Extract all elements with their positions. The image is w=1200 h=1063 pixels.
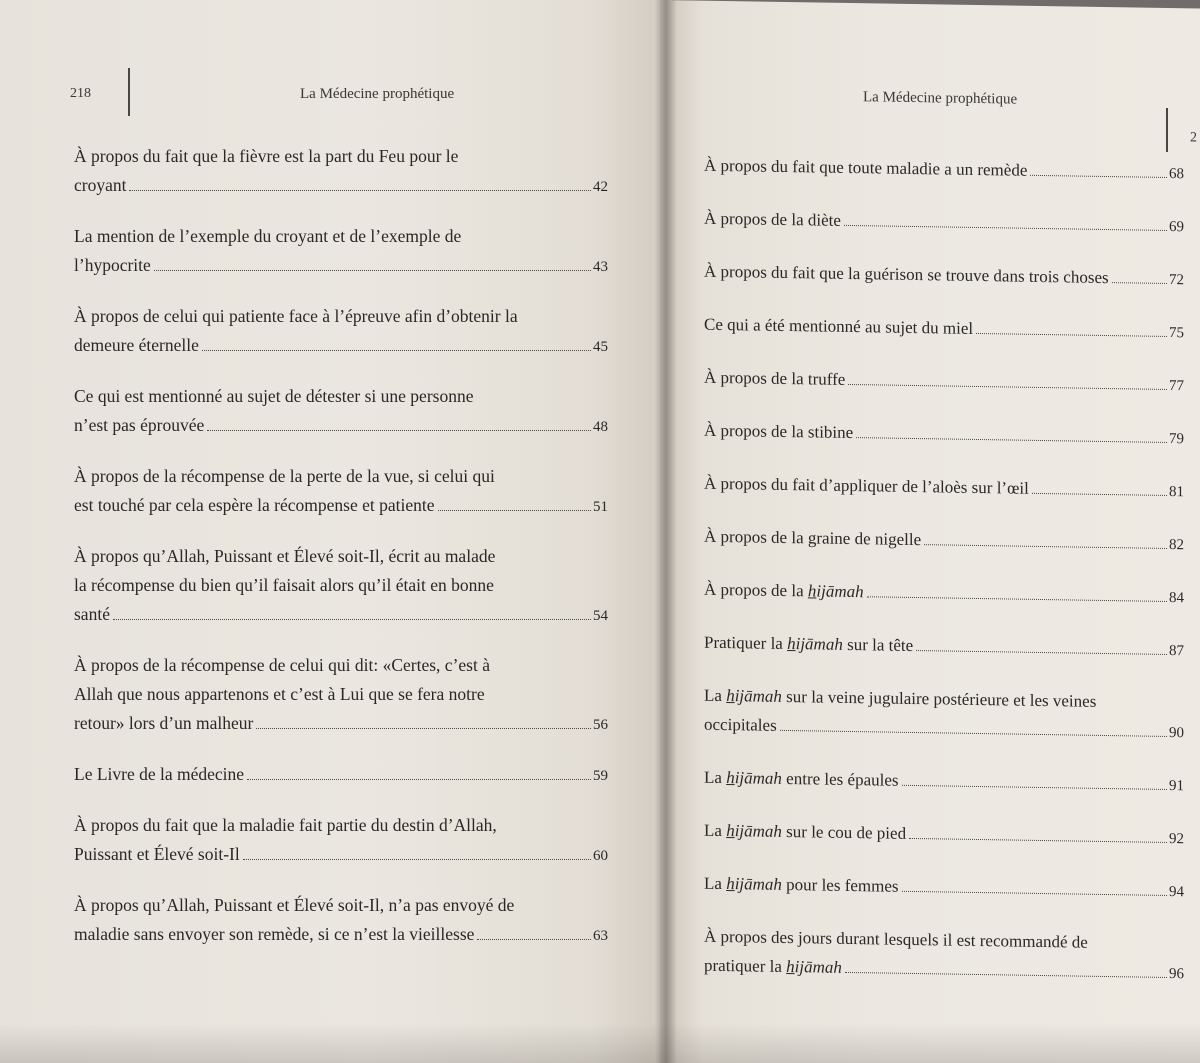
toc-entry-line: Ce qui est mentionné au sujet de détester si une personne: [74, 386, 474, 406]
dot-leader: [844, 225, 1167, 231]
toc-entry-text: [704, 951, 842, 982]
toc-entry-last-line: [74, 840, 608, 871]
toc-entry-text: Pratiquer la: [704, 632, 788, 653]
toc-entry-last-line: [704, 628, 1184, 667]
hijamah-underlined-h: h: [787, 633, 796, 654]
toc-entry-line: À propos qu’Allah, Puissant et Élevé soit-Il, n’a pas envoyé de: [74, 895, 515, 915]
toc-entry-last-line: [74, 171, 608, 202]
toc-entry-last-line: [704, 951, 1184, 990]
page-number: 218: [70, 86, 91, 101]
header-rule: [128, 68, 130, 116]
toc-entry-last-line: [704, 310, 1184, 349]
dot-leader: [1112, 282, 1167, 284]
toc-entry: [74, 811, 608, 871]
toc-entry-text: demeure éternelle: [74, 335, 199, 355]
book-gutter: [655, 0, 677, 1063]
toc-entry-text: À propos du fait que la guérison se trouve dans trois choses: [704, 261, 1109, 288]
toc-entry-line: Allah que nous appartenons et c’est à Lui que se fera notre: [74, 684, 485, 704]
dot-leader: [976, 333, 1167, 337]
dot-leader: [129, 190, 591, 191]
page-number: 2: [1190, 130, 1197, 146]
toc-entry-text: [704, 816, 906, 848]
dot-leader: [845, 972, 1167, 978]
toc-entry-text: À propos de la: [704, 579, 808, 601]
toc-entry-last-line: [704, 363, 1184, 402]
dot-leader: [202, 350, 591, 351]
toc-entry-text: [704, 763, 899, 795]
toc-page-number: 82: [1169, 536, 1184, 554]
toc-entry: [74, 302, 608, 362]
toc-entry-last-line: [704, 257, 1184, 296]
toc-entry-text: À propos du fait d’appliquer de l’aloès sur l’œil: [704, 473, 1029, 498]
toc-entry-last-line: [704, 869, 1184, 908]
toc-page-number: 59: [593, 768, 608, 784]
hijamah-term: [726, 874, 782, 894]
toc-entry: [704, 575, 1184, 614]
dot-leader: [780, 730, 1167, 737]
toc-entry: [74, 760, 608, 791]
toc-entry-last-line: [704, 575, 1184, 614]
toc-entry: [74, 542, 608, 631]
hijamah-rest: ijāmah: [734, 821, 782, 841]
toc-entry-text: Ce qui a été mentionné au sujet du miel: [704, 314, 974, 338]
toc-page-number: 96: [1169, 965, 1184, 983]
toc-entry-last-line: [74, 709, 608, 740]
toc-entry-text: La: [704, 685, 727, 706]
toc-entry-last-line: [704, 522, 1184, 561]
toc-page-number: 48: [593, 419, 608, 435]
toc-page-number: 72: [1169, 271, 1184, 289]
dot-leader: [247, 779, 591, 780]
hijamah-underlined-h: h: [726, 821, 735, 841]
dot-leader: [924, 544, 1167, 549]
toc-page-number: 84: [1169, 589, 1184, 607]
toc-page-number: 75: [1169, 324, 1184, 342]
toc-entry-line: la récompense du bien qu’il faisait alors qu’il était en bonne: [74, 575, 494, 595]
toc-entry-text: sur le cou de pied: [781, 821, 907, 843]
toc-entry: [704, 522, 1184, 561]
toc-entry-last-line: [74, 760, 608, 791]
hijamah-underlined-h: h: [726, 686, 735, 706]
toc-entry-line: À propos de la récompense de celui qui dit: «Certes, c’est à: [74, 655, 490, 675]
right-page: [660, 0, 1200, 1063]
toc-entry-line: La mention de l’exemple du croyant et de l’exemple de: [74, 226, 462, 246]
toc-page-number: 60: [593, 848, 608, 864]
toc-entry: [74, 382, 608, 442]
hijamah-underlined-h: h: [786, 956, 795, 977]
dot-leader: [916, 650, 1167, 655]
toc-entry: [74, 462, 608, 522]
toc-page-number: 90: [1169, 724, 1184, 742]
toc-page-number: 77: [1169, 377, 1184, 395]
dot-leader: [154, 270, 591, 271]
toc-entry-text: pratiquer la: [704, 955, 787, 976]
toc-entry-line: À propos de la récompense de la perte de la vue, si celui qui: [74, 466, 495, 486]
toc-entry-line: À propos du fait que la maladie fait partie du destin d’Allah,: [74, 815, 497, 835]
hijamah-underlined-h: h: [726, 874, 735, 894]
hijamah-term: [726, 821, 782, 841]
toc-entry-text: À propos de la diète: [704, 208, 841, 230]
dot-leader: [1030, 175, 1167, 178]
toc-entry-text: Le Livre de la médecine: [74, 764, 245, 784]
toc-entry: [704, 763, 1184, 802]
hijamah-rest: ijāmah: [816, 581, 864, 602]
dot-leader: [867, 596, 1167, 602]
hijamah-rest: ijāmah: [794, 957, 842, 977]
toc-entry-text: [704, 575, 864, 607]
toc-entry: [704, 151, 1184, 190]
dot-leader: [477, 939, 591, 940]
toc-entry-last-line: [704, 710, 1184, 749]
dot-leader: [438, 510, 591, 511]
page-shadow: [0, 1023, 1200, 1063]
toc-entry: [704, 416, 1184, 455]
toc-entry-text: santé: [74, 604, 110, 624]
toc-entry-text: À propos du fait que toute maladie a un remède: [704, 155, 1028, 180]
toc-entry-line: À propos de celui qui patiente face à l’épreuve afin d’obtenir la: [74, 306, 518, 326]
toc-page-number: 54: [593, 608, 608, 624]
toc-entry-line: À propos des jours durant lesquels il est recommandé de: [704, 926, 1088, 952]
toc-entry-line: À propos qu’Allah, Puissant et Élevé soit-Il, écrit au malade: [74, 546, 496, 566]
toc-entry-last-line: [704, 763, 1184, 802]
toc-entry-line: À propos du fait que la fièvre est la part du Feu pour le: [74, 146, 459, 166]
toc-page-number: 45: [593, 339, 608, 355]
toc-entry-text: sur la tête: [842, 634, 914, 655]
toc-entry-text: maladie sans envoyer son remède, si ce n’est la vieillesse: [74, 924, 475, 944]
dot-leader: [909, 838, 1167, 843]
toc-entry-text: retour» lors d’un malheur: [74, 713, 254, 733]
hijamah-term: [787, 634, 843, 654]
toc-page-number: 79: [1169, 430, 1184, 448]
toc-entry-last-line: [74, 600, 608, 631]
running-head: La Médecine prophétique: [300, 86, 455, 102]
toc-entry: [704, 363, 1184, 402]
toc-entry: [74, 142, 608, 202]
toc-entry: [704, 204, 1184, 243]
toc-entry-last-line: [704, 151, 1184, 190]
toc-page-number: 91: [1169, 777, 1184, 795]
toc-entry-text: Puissant et Élevé soit-Il: [74, 844, 240, 864]
toc-entry: [704, 257, 1184, 296]
toc-entry-text: est touché par cela espère la récompense et patiente: [74, 495, 435, 515]
toc-entry: [704, 310, 1184, 349]
toc-page-number: 92: [1169, 830, 1184, 848]
toc-entry-text: [704, 628, 913, 660]
dot-leader: [207, 430, 591, 431]
hijamah-rest: ijāmah: [795, 634, 843, 654]
hijamah-rest: ijāmah: [734, 874, 782, 894]
dot-leader: [902, 785, 1167, 790]
hijamah-term: [726, 768, 782, 788]
toc-page-number: 56: [593, 717, 608, 733]
toc-page-number: 51: [593, 499, 608, 515]
dot-leader: [1032, 493, 1167, 496]
toc-entry: [704, 469, 1184, 508]
hijamah-term: [726, 686, 782, 706]
toc-page-number: 68: [1169, 165, 1184, 183]
toc-entry: [74, 891, 608, 951]
toc-page-number: 69: [1169, 218, 1184, 236]
dot-leader: [856, 437, 1167, 443]
toc-page-number: 87: [1169, 642, 1184, 660]
running-head: La Médecine prophétique: [863, 89, 1018, 108]
toc-entry-text: À propos de la truffe: [704, 367, 846, 389]
toc-page-number: 94: [1169, 883, 1184, 901]
toc-page-number: 81: [1169, 483, 1184, 501]
toc-page-number: 43: [593, 259, 608, 275]
toc-entry: [704, 628, 1184, 667]
toc-entry-text: occipitales: [704, 714, 777, 735]
hijamah-rest: ijāmah: [734, 768, 782, 788]
toc-page-number: 42: [593, 179, 608, 195]
dot-leader: [113, 619, 591, 620]
toc-entry-text: La: [704, 873, 727, 894]
toc-entry-last-line: [704, 416, 1184, 455]
table-of-contents: [74, 142, 608, 971]
toc-entry-text: La: [704, 767, 727, 788]
toc-entry-text: sur la veine jugulaire postérieure et les veines: [781, 686, 1097, 711]
toc-entry-last-line: [704, 816, 1184, 855]
dot-leader: [256, 728, 591, 729]
toc-entry-text: La: [704, 820, 727, 841]
toc-entry: [704, 922, 1184, 990]
toc-entry: [74, 651, 608, 740]
toc-entry-text: entre les épaules: [781, 768, 899, 790]
hijamah-underlined-h: h: [807, 581, 817, 601]
toc-entry-text: À propos de la graine de nigelle: [704, 526, 922, 550]
hijamah-rest: ijāmah: [734, 686, 782, 706]
toc-entry-text: l’hypocrite: [74, 255, 151, 275]
toc-entry-last-line: [74, 920, 608, 951]
toc-entry: [704, 816, 1184, 855]
toc-entry-text: n’est pas éprouvée: [74, 415, 205, 435]
dot-leader: [902, 891, 1167, 896]
toc-entry-last-line: [704, 469, 1184, 508]
toc-entry: [74, 222, 608, 282]
toc-page-number: 63: [593, 928, 608, 944]
hijamah-underlined-h: h: [726, 768, 735, 788]
toc-entry: [704, 681, 1184, 749]
toc-entry-last-line: [74, 331, 608, 362]
toc-entry-text: À propos de la stibine: [704, 420, 854, 443]
toc-entry-last-line: [74, 411, 608, 442]
toc-entry-text: [704, 869, 899, 901]
header-rule: [1166, 108, 1168, 152]
toc-entry-last-line: [74, 251, 608, 282]
hijamah-term: [808, 581, 864, 601]
dot-leader: [848, 384, 1167, 390]
toc-entry-text: croyant: [74, 175, 127, 195]
toc-entry-last-line: [704, 204, 1184, 243]
toc-entry-text: pour les femmes: [781, 874, 899, 896]
toc-entry: [704, 869, 1184, 908]
hijamah-term: [786, 957, 842, 977]
toc-entry-last-line: [74, 491, 608, 522]
table-of-contents: [704, 151, 1184, 1012]
dot-leader: [243, 859, 591, 860]
